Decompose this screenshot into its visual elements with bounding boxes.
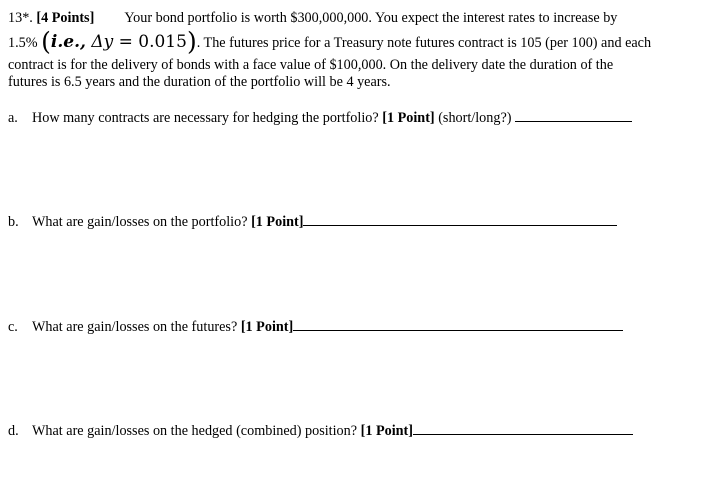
question-text: What are gain/losses on the hedged (combined) position? [32,423,358,439]
question-letter: c. [8,319,18,335]
question-b [8,212,617,231]
question-points: [1 Point] [360,423,414,439]
question-text: What are gain/losses on the futures? [32,319,238,335]
question-suffix: (short/long?) [438,110,512,126]
problem-line-3: contract is for the delivery of bonds with a face value of $100,000. On the delivery date the duration of the [8,57,614,73]
answer-blank-c[interactable] [293,317,623,331]
question-text: What are gain/losses on the portfolio? [32,214,248,230]
problem-line-1 [8,9,617,27]
problem-text-2-pre: 1.5% [8,35,38,51]
math-expression: (i.e., Δy = 0.015) [41,27,197,56]
question-points: [1 Point] [251,214,304,230]
problem-line-4: futures is 6.5 years and the duration of the portfolio will be 4 years. [8,74,391,90]
math-ie: i.e., [50,32,86,52]
math-delta: Δy [91,32,114,52]
answer-blank-b[interactable] [303,212,617,226]
problem-number: 13*. [8,10,33,26]
problem-points: [4 Points] [36,10,95,26]
math-eq: = 0.015 [113,32,187,52]
question-text: How many contracts are necessary for hedging the portfolio? [32,110,379,126]
question-points: [1 Point] [240,319,294,335]
question-d [8,421,633,440]
question-letter: d. [8,423,19,439]
question-c [8,317,623,336]
problem-text-1: Your bond portfolio is worth $300,000,000. You expect the interest rates to increase by [124,10,618,26]
question-points: [1 Point] [382,110,435,126]
question-a [8,108,632,127]
answer-blank-d[interactable] [413,421,633,435]
problem-text-2-post: . The futures price for a Treasury note futures contract is 105 (per 100) and each [196,35,652,51]
problem-line-2 [8,27,652,56]
question-letter: a. [8,110,18,126]
answer-blank-a[interactable] [515,108,632,122]
question-letter: b. [8,214,19,230]
